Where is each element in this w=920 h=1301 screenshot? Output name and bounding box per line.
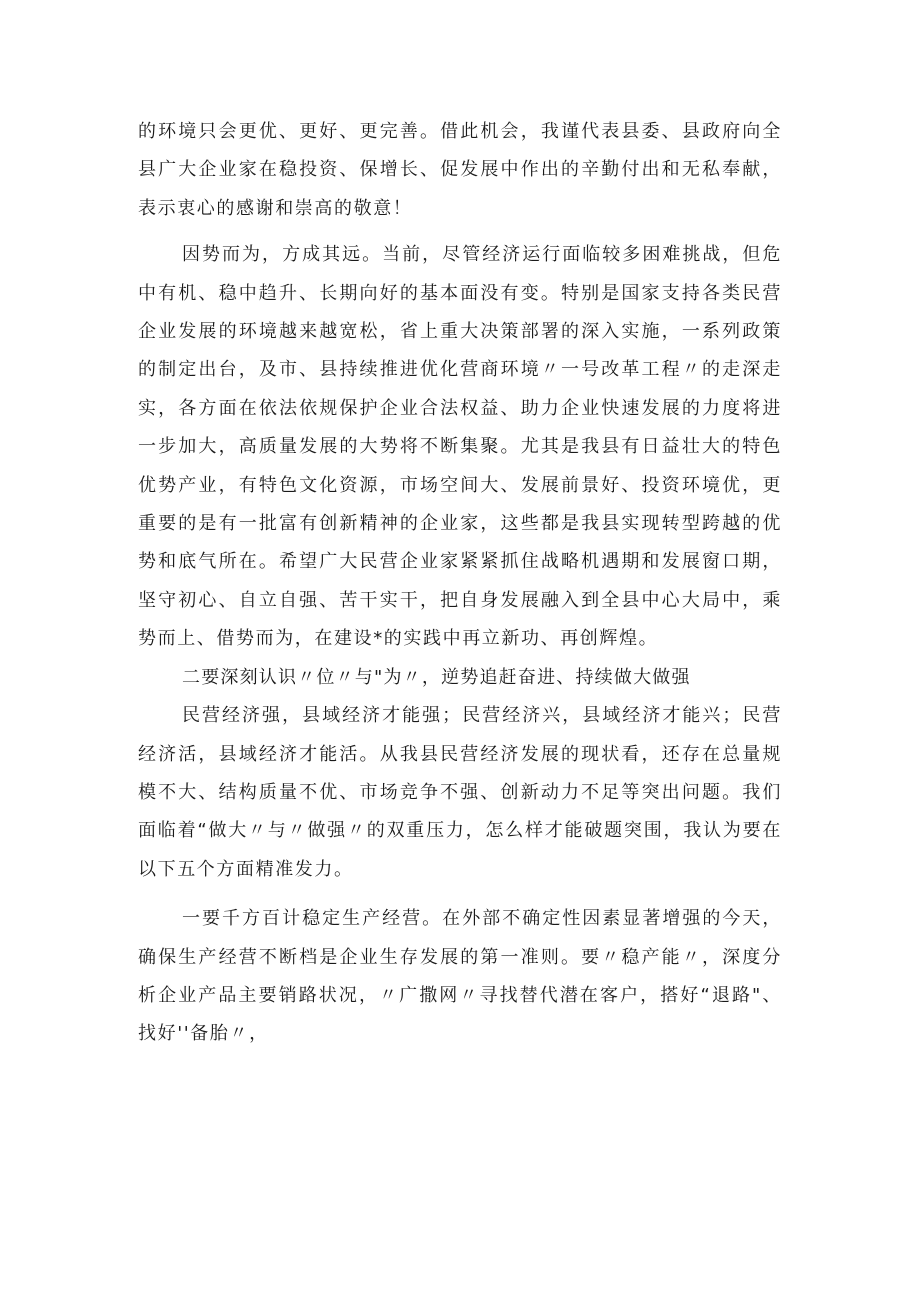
paragraph-2: 因势而为，方成其远。当前，尽管经济运行面临较多困难挑战，但危中有机、稳中趋升、长期向好的基本面没有变。特别是国家支持各类民营企业发展的环境越来越宽松，省上重大决策部署的深入实施，一系列政策的制定出台，及市、县持续推进优化营商环境〃一号改革工程〃的走深走实，各方面在依法依规保护企业合法权益、助力企业快速发展的力度将进一步加大，高质量发展的大势将不断集聚。尤其是我县有日益壮大的特色优势产业，有特色文化资源，市场空间大、发展前景好、投资环境优，更重要的是有一批富有创新精神的企业家，这些都是我县实现转型跨越的优势和底气所在。希望广大民营企业家紧紧抓住战略机遇期和发展窗口期，坚守初心、自立自强、苦干实干，把自身发展融入到全县中心大局中，乘势而上、借势而为，在建设*的实践中再立新功、再创辉煌。	[138, 244, 782, 650]
paragraph-3: 民营经济强，县域经济才能强；民营经济兴，县域经济才能兴；民营经济活，县域经济才能活。从我县民营经济发展的现状看，还存在总量规模不大、结构质量不优、市场竞争不强、创新动力不足等突出问题。我们面临着“做大〃与〃做强〃的双重压力，怎么样才能破题突围，我认为要在以下五个方面精准发力。	[138, 705, 782, 880]
document-body	[138, 113, 782, 1054]
section-heading: 二要深刻认识〃位〃与"为〃，逆势追赶奋进、持续做大做强	[182, 666, 691, 688]
paragraph-1: 的环境只会更优、更好、更完善。借此机会，我谨代表县委、县政府向全县广大企业家在稳投资、保增长、促发展中作出的辛勤付出和无私奉献，表示衷心的感谢和崇高的敬意！	[138, 121, 782, 219]
paragraph-4: 一要千方百计稳定生产经营。在外部不确定性因素显著增强的今天，确保生产经营不断档是企业生存发展的第一准则。要〃稳产能〃，深度分析企业产品主要销路状况，〃广撒网〃寻找替代潜在客户，搭好“退路"、找好''备胎〃，	[138, 908, 782, 1045]
